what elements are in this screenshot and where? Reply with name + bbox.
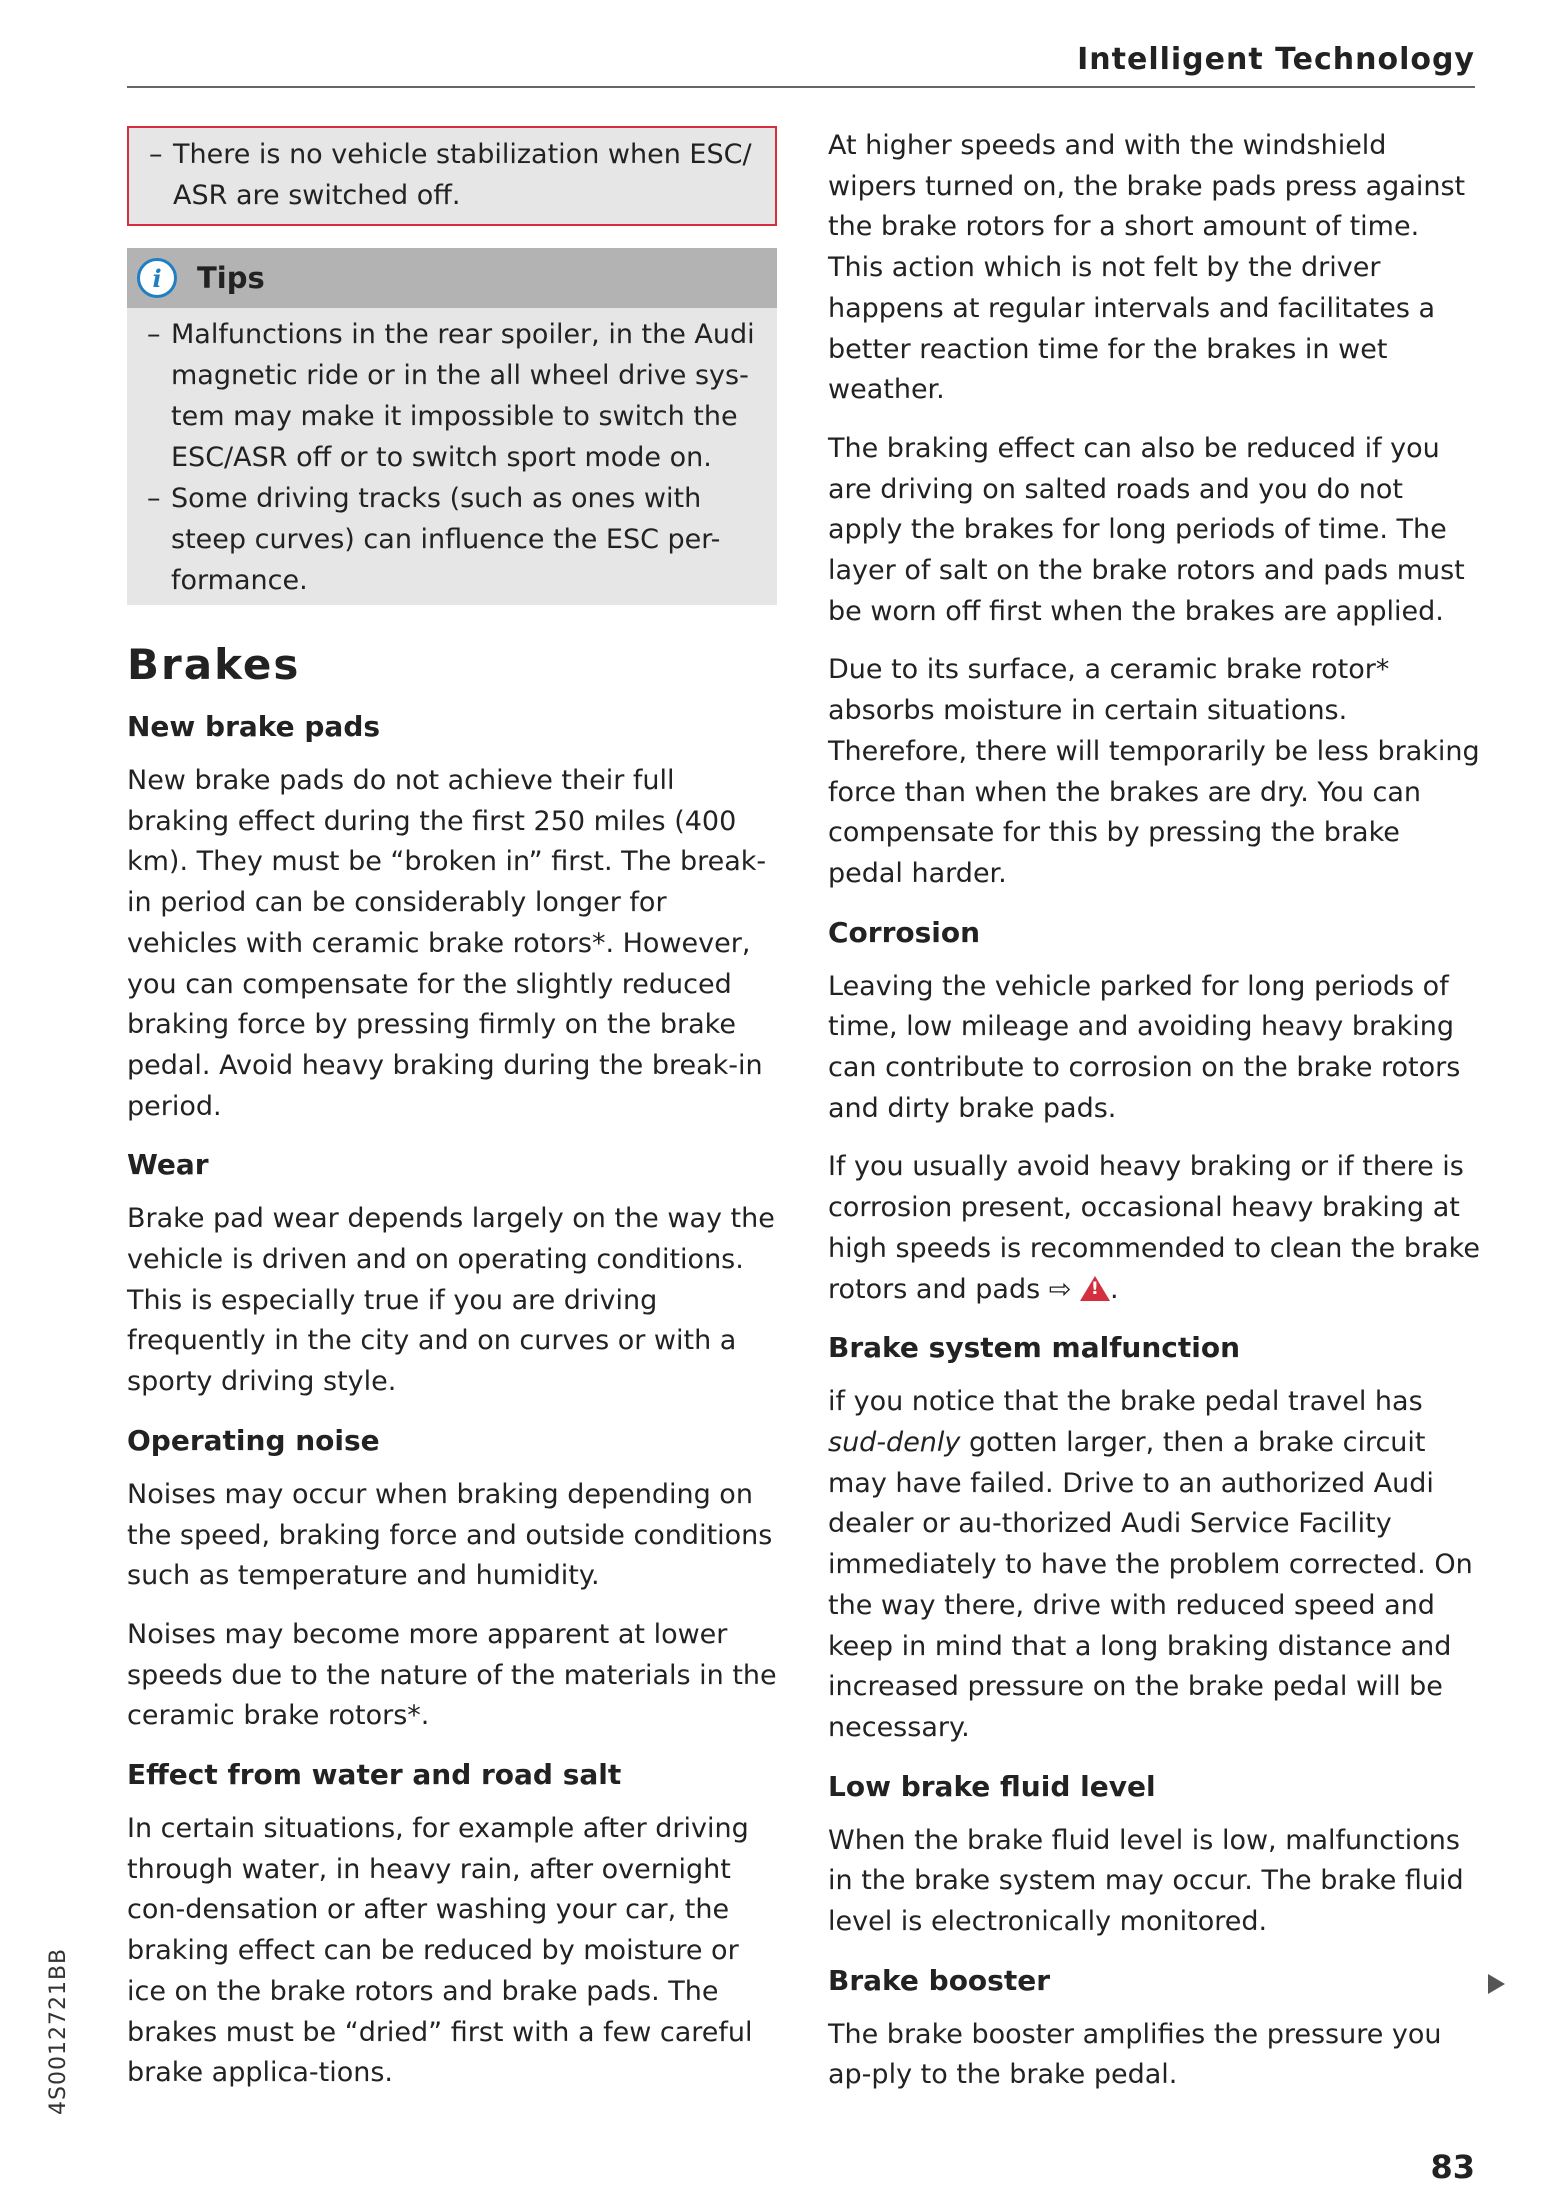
corrosion-text: If you usually avoid heavy braking or if there is corrosion present, occasional heavy braking at high speeds is recommended to clean the brake rotors and pads — [828, 1151, 1480, 1305]
paragraph-malfunction — [828, 1382, 1480, 1748]
paragraph-noise-2: Noises may become more apparent at lower speeds due to the nature of the materials in the ceramic brake rotors*. — [127, 1618, 777, 1732]
continue-arrow-icon — [1488, 1974, 1505, 1994]
tips-item: – Malfunctions in the rear spoiler, in the Audi magnetic ride or in the all wheel drive sys-tem may make it impossible to switch the ESC/ASR off or to switch sport mode on. — [147, 314, 757, 478]
paragraph-water-2: At higher speeds and with the windshield wipers turned on, the brake pads press against the brake rotors for a short amount of time. This action which is not felt by the driver happens at regular intervals and facilitates a better reaction time for the brakes in wet weather. — [828, 130, 1466, 406]
paragraph-new-brake-pads: New brake pads do not achieve their full braking effect during the first 250 miles (400 km). They must be “broken in” first. The break-in period can be considerably longer for vehicles with ceramic brake rotors*. However, you can compensate for the slightly reduced braking force by pressing firmly on the brake pedal. Avoid heavy braking during the break-in period. — [127, 765, 767, 1122]
malfunction-text-a: if you notice that the brake pedal travel has — [828, 1386, 1423, 1418]
page-header — [127, 40, 1475, 88]
corrosion-text-end: . — [1109, 1273, 1119, 1305]
warning-item: – There is no vehicle stabilization when ESC/ ASR are switched off. — [149, 134, 755, 216]
paragraph-noise-1: Noises may occur when braking depending on the speed, braking force and outside conditions such as temperature and humidity. — [127, 1478, 773, 1592]
tips-title: Tips — [197, 261, 265, 295]
heading-brake-booster: Brake booster — [828, 1963, 1051, 1997]
tips-header — [127, 248, 777, 308]
warning-triangle-icon[interactable] — [1080, 1276, 1110, 1301]
paragraph-wear: Brake pad wear depends largely on the way the vehicle is driven and on operating conditions. This is especially true if you are driving frequently in the city and on curves or with a sporty driving style. — [127, 1203, 775, 1398]
info-icon: i — [137, 258, 177, 298]
paragraph-low-fluid: When the brake fluid level is low, malfunctions in the brake system may occur. The brake fluid level is electronically monitored. — [828, 1824, 1464, 1938]
tips-body — [127, 308, 777, 605]
heading-operating-noise: Operating noise — [127, 1423, 380, 1457]
section-title-brakes: Brakes — [127, 640, 301, 689]
tips-box — [127, 248, 777, 605]
paragraph-corrosion-2 — [828, 1147, 1480, 1310]
document-code: 4S0012721BB — [46, 1947, 71, 2115]
paragraph-corrosion-1: Leaving the vehicle parked for long periods of time, low mileage and avoiding heavy braking can contribute to corrosion on the brake rotors and dirty brake pads. — [828, 970, 1461, 1124]
left-column — [127, 126, 777, 2112]
malfunction-text-italic: sud-denly — [828, 1426, 961, 1458]
paragraph-water-1: In certain situations, for example after driving through water, in heavy rain, after overnight con-densation or after washing your car, the braking effect can be reduced by moisture or ice on the brake rotors and brake pads. The brakes must be “dried” first with a few careful brake applica-tions. — [127, 1813, 753, 2089]
heading-low-fluid: Low brake fluid level — [828, 1769, 1156, 1803]
heading-corrosion: Corrosion — [828, 915, 981, 949]
tips-item: – Some driving tracks (such as ones with steep curves) can influence the ESC per-formance. — [147, 478, 757, 601]
heading-water-salt: Effect from water and road salt — [127, 1758, 622, 1792]
right-column — [828, 126, 1480, 2114]
heading-brake-malfunction: Brake system malfunction — [828, 1331, 1241, 1365]
paragraph-water-4: Due to its surface, a ceramic brake rotor* absorbs moisture in certain situations. Therefore, there will temporarily be less braking force than when the brakes are dry. You can compensate for this by pressing the brake pedal harder. — [828, 654, 1480, 889]
page-number: 83 — [1430, 2148, 1475, 2186]
paragraph-water-3: The braking effect can also be reduced if you are driving on salted roads and you do not apply the brakes for long periods of time. The layer of salt on the brake rotors and pads must be worn off first when the brakes are applied. — [828, 432, 1465, 627]
reference-arrow-icon: ⇨ — [1048, 1273, 1072, 1305]
heading-new-brake-pads: New brake pads — [127, 710, 381, 743]
header-title: Intelligent Technology — [1077, 42, 1475, 77]
malfunction-text-b: gotten larger, then a brake circuit may have failed. Drive to an authorized Audi dealer or au-thorized Audi Service Facility immediately to have the problem corrected. On the way there, drive with reduced speed and keep in mind that a long braking distance and increased pressure on the brake pedal will be necessary. — [828, 1426, 1473, 1743]
heading-wear: Wear — [127, 1148, 209, 1182]
warning-box — [127, 126, 777, 226]
paragraph-brake-booster: The brake booster amplifies the pressure you ap-ply to the brake pedal. — [828, 2018, 1442, 2091]
